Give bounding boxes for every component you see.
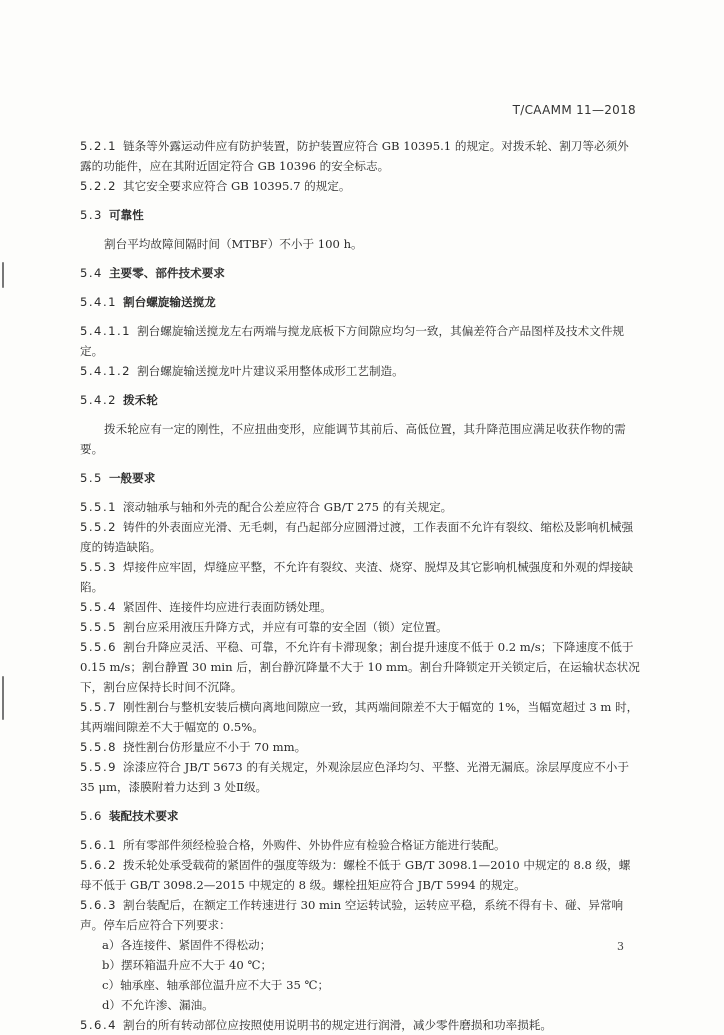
- page-number: 3: [617, 940, 624, 953]
- clause-5-5-1: 5.5.1 滚动轴承与轴和外壳的配合公差应符合 GB/T 275 的有关规定。: [80, 500, 453, 514]
- clause-5-2-1: 5.2.1 链条等外露运动件应有防护装置，防护装置应符合 GB 10395.1 的规定。对拨禾轮、割刀等必须外露的功能件，应在其附近固定符合 GB 10396 的安全标志。: [80, 139, 629, 173]
- clause-5-5-7: 5.5.7 刚性割台与整机安装后横向离地间隙应一致，其两端间隙差不大于幅宽的 1%，当幅宽超过 3 m 时，其两端间隙差不大于幅宽的 0.5%。: [80, 700, 639, 734]
- heading-5-4: 5.4 主要零、部件技术要求: [80, 266, 225, 280]
- document-body: [80, 136, 640, 1035]
- scan-edge-mark-bottom: [2, 676, 4, 720]
- clause-5-5-6: 5.5.6 割台升降应灵活、平稳、可靠，不允许有卡滞现象；割台提升速度不低于 0.2 m/s；下降速度不低于 0.15 m/s；割台静置 30 min 后，割台静沉降量不大于 10 mm。割台升降锁定开关锁定后，在运输状态状况下，割台应保持长时间不沉降。: [80, 640, 640, 694]
- clause-5-5-2: 5.5.2 铸件的外表面应光滑、无毛刺，有凸起部分应圆滑过渡，工作表面不允许有裂纹、缩松及影响机械强度的铸造缺陷。: [80, 520, 634, 554]
- heading-5-6: 5.6 装配技术要求: [80, 809, 179, 823]
- list-item-a: a）各连接件、紧固件不得松动；: [102, 938, 272, 952]
- clause-5-6-4: 5.6.4 割台的所有转动部位应按照使用说明书的规定进行润滑，减少零件磨损和功率损耗。: [80, 1018, 552, 1032]
- clause-5-5-9: 5.5.9 涂漆应符合 JB/T 5673 的有关规定，外观涂层应色泽均匀、平整、光滑无漏底。涂层厚度应不小于 35 μm，漆膜附着力达到 3 处Ⅱ级。: [80, 760, 629, 794]
- heading-5-5: 5.5 一般要求: [80, 471, 156, 485]
- clause-5-2-2: 5.2.2 其它安全要求应符合 GB 10395.7 的规定。: [80, 179, 351, 193]
- clause-5-6-2: 5.6.2 拨禾轮处承受载荷的紧固件的强度等级为：螺栓不低于 GB/T 3098.1—2010 中规定的 8.8 级，螺母不低于 GB/T 3098.2—2015 中规定的 8 级。螺栓扭矩应符合 JB/T 5994 的规定。: [80, 858, 631, 892]
- heading-5-4-2: 5.4.2 拨禾轮: [80, 393, 158, 407]
- paragraph-5-3: 割台平均故障间隔时间（MTBF）不小于 100 h。: [104, 237, 363, 251]
- clause-5-6-3: 5.6.3 割台装配后，在额定工作转速进行 30 min 空运转试验，运转应平稳，系统不得有卡、碰、异常响声。停车后应符合下列要求：: [80, 898, 624, 932]
- clause-5-4-1-1: 5.4.1.1 割台螺旋输送搅龙左右两端与搅龙底板下方间隙应均匀一致，其偏差符合产品图样及技术文件规定。: [80, 324, 625, 358]
- clause-5-5-8: 5.5.8 挠性割台仿形量应不小于 70 mm。: [80, 740, 307, 754]
- list-item-b: b）摆环箱温升应不大于 40 ℃；: [102, 958, 273, 972]
- clause-5-5-4: 5.5.4 紧固件、连接件均应进行表面防锈处理。: [80, 600, 332, 614]
- paragraph-5-4-2: 拨禾轮应有一定的刚性，不应扭曲变形，应能调节其前后、高低位置，其升降范围应满足收获作物的需要。: [80, 422, 626, 456]
- clause-5-6-1: 5.6.1 所有零部件须经检验合格，外购件、外协件应有检验合格证方能进行装配。: [80, 838, 506, 852]
- clause-5-5-3: 5.5.3 焊接件应牢固，焊缝应平整，不允许有裂纹、夹渣、烧穿、脱焊及其它影响机械强度和外观的焊接缺陷。: [80, 560, 634, 594]
- heading-5-3: 5.3 可靠性: [80, 208, 144, 222]
- clause-5-5-5: 5.5.5 割台应采用液压升降方式，并应有可靠的安全固（锁）定位置。: [80, 620, 448, 634]
- heading-5-4-1: 5.4.1 割台螺旋输送搅龙: [80, 295, 216, 309]
- document-code: T/CAAMM 11—2018: [512, 103, 636, 117]
- scan-edge-mark-top: [2, 262, 4, 288]
- list-item-d: d）不允许渗、漏油。: [102, 998, 214, 1012]
- list-item-c: c）轴承座、轴承部位温升应不大于 35 ℃；: [102, 978, 330, 992]
- clause-5-4-1-2: 5.4.1.2 割台螺旋输送搅龙叶片建议采用整体成形工艺制造。: [80, 364, 404, 378]
